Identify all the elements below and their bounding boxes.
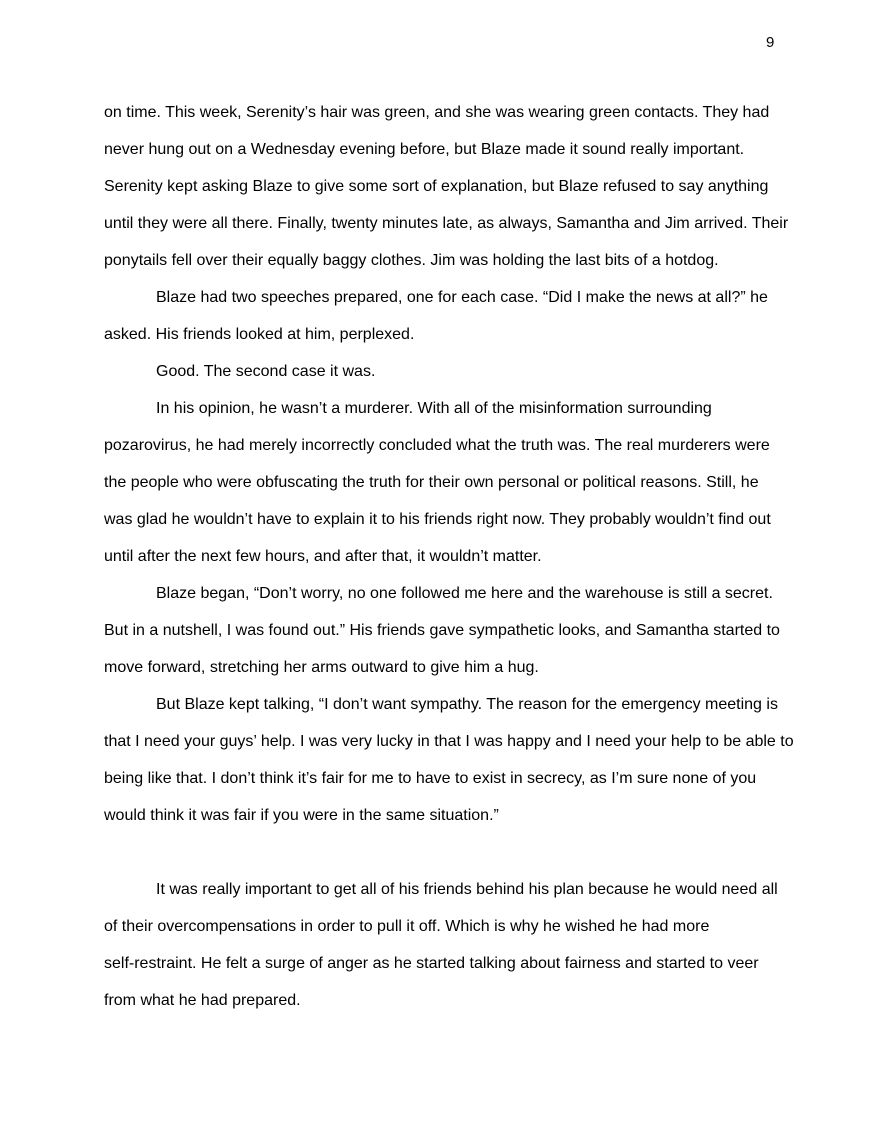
paragraph [104,692,804,840]
text-line: self-restraint. He felt a surge of anger as he started talking about fairness and started to veer [104,955,759,972]
blank-line [104,840,804,877]
text-line: of their overcompensations in order to pull it off. Which is why he wished he had more [104,918,710,935]
text-line: pozarovirus, he had merely incorrectly concluded what the truth was. The real murderers were [104,437,770,454]
text-line: In his opinion, he wasn’t a murderer. With all of the misinformation surrounding [156,400,712,417]
text-line: move forward, stretching her arms outward to give him a hug. [104,659,539,676]
paragraph [104,396,804,581]
paragraph [104,359,804,396]
text-line: But Blaze kept talking, “I don’t want sympathy. The reason for the emergency meeting is [156,696,778,713]
text-line: until they were all there. Finally, twenty minutes late, as always, Samantha and Jim arrived. Their [104,215,789,232]
paragraph [104,877,804,1025]
text-line: from what he had prepared. [104,992,301,1009]
text-line: Serenity kept asking Blaze to give some sort of explanation, but Blaze refused to say anything [104,178,769,195]
text-line: until after the next few hours, and after that, it wouldn’t matter. [104,548,542,565]
text-line: the people who were obfuscating the truth for their own personal or political reasons. Still, he [104,474,759,491]
text-line: asked. His friends looked at him, perplexed. [104,326,415,343]
document-body [104,100,804,1025]
text-line: ponytails fell over their equally baggy clothes. Jim was holding the last bits of a hotdog. [104,252,719,269]
paragraph [104,100,804,285]
text-line: on time. This week, Serenity’s hair was green, and she was wearing green contacts. They had [104,104,770,121]
text-line: never hung out on a Wednesday evening before, but Blaze made it sound really important. [104,141,745,158]
text-line: being like that. I don’t think it’s fair for me to have to exist in secrecy, as I’m sure none of you [104,770,757,787]
text-line: It was really important to get all of his friends behind his plan because he would need all [156,881,778,898]
text-line: was glad he wouldn’t have to explain it to his friends right now. They probably wouldn’t find out [104,511,771,528]
text-line: Good. The second case it was. [156,363,376,380]
text-line: Blaze had two speeches prepared, one for each case. “Did I make the news at all?” he [156,289,768,306]
paragraph [104,581,804,692]
text-line: that I need your guys’ help. I was very lucky in that I was happy and I need your help to be able to [104,733,794,750]
text-line: But in a nutshell, I was found out.” His friends gave sympathetic looks, and Samantha started to [104,622,780,639]
page-number: 9 [766,34,775,51]
text-line: Blaze began, “Don’t worry, no one followed me here and the warehouse is still a secret. [156,585,773,602]
text-line: would think it was fair if you were in the same situation.” [104,807,499,824]
paragraph [104,285,804,359]
